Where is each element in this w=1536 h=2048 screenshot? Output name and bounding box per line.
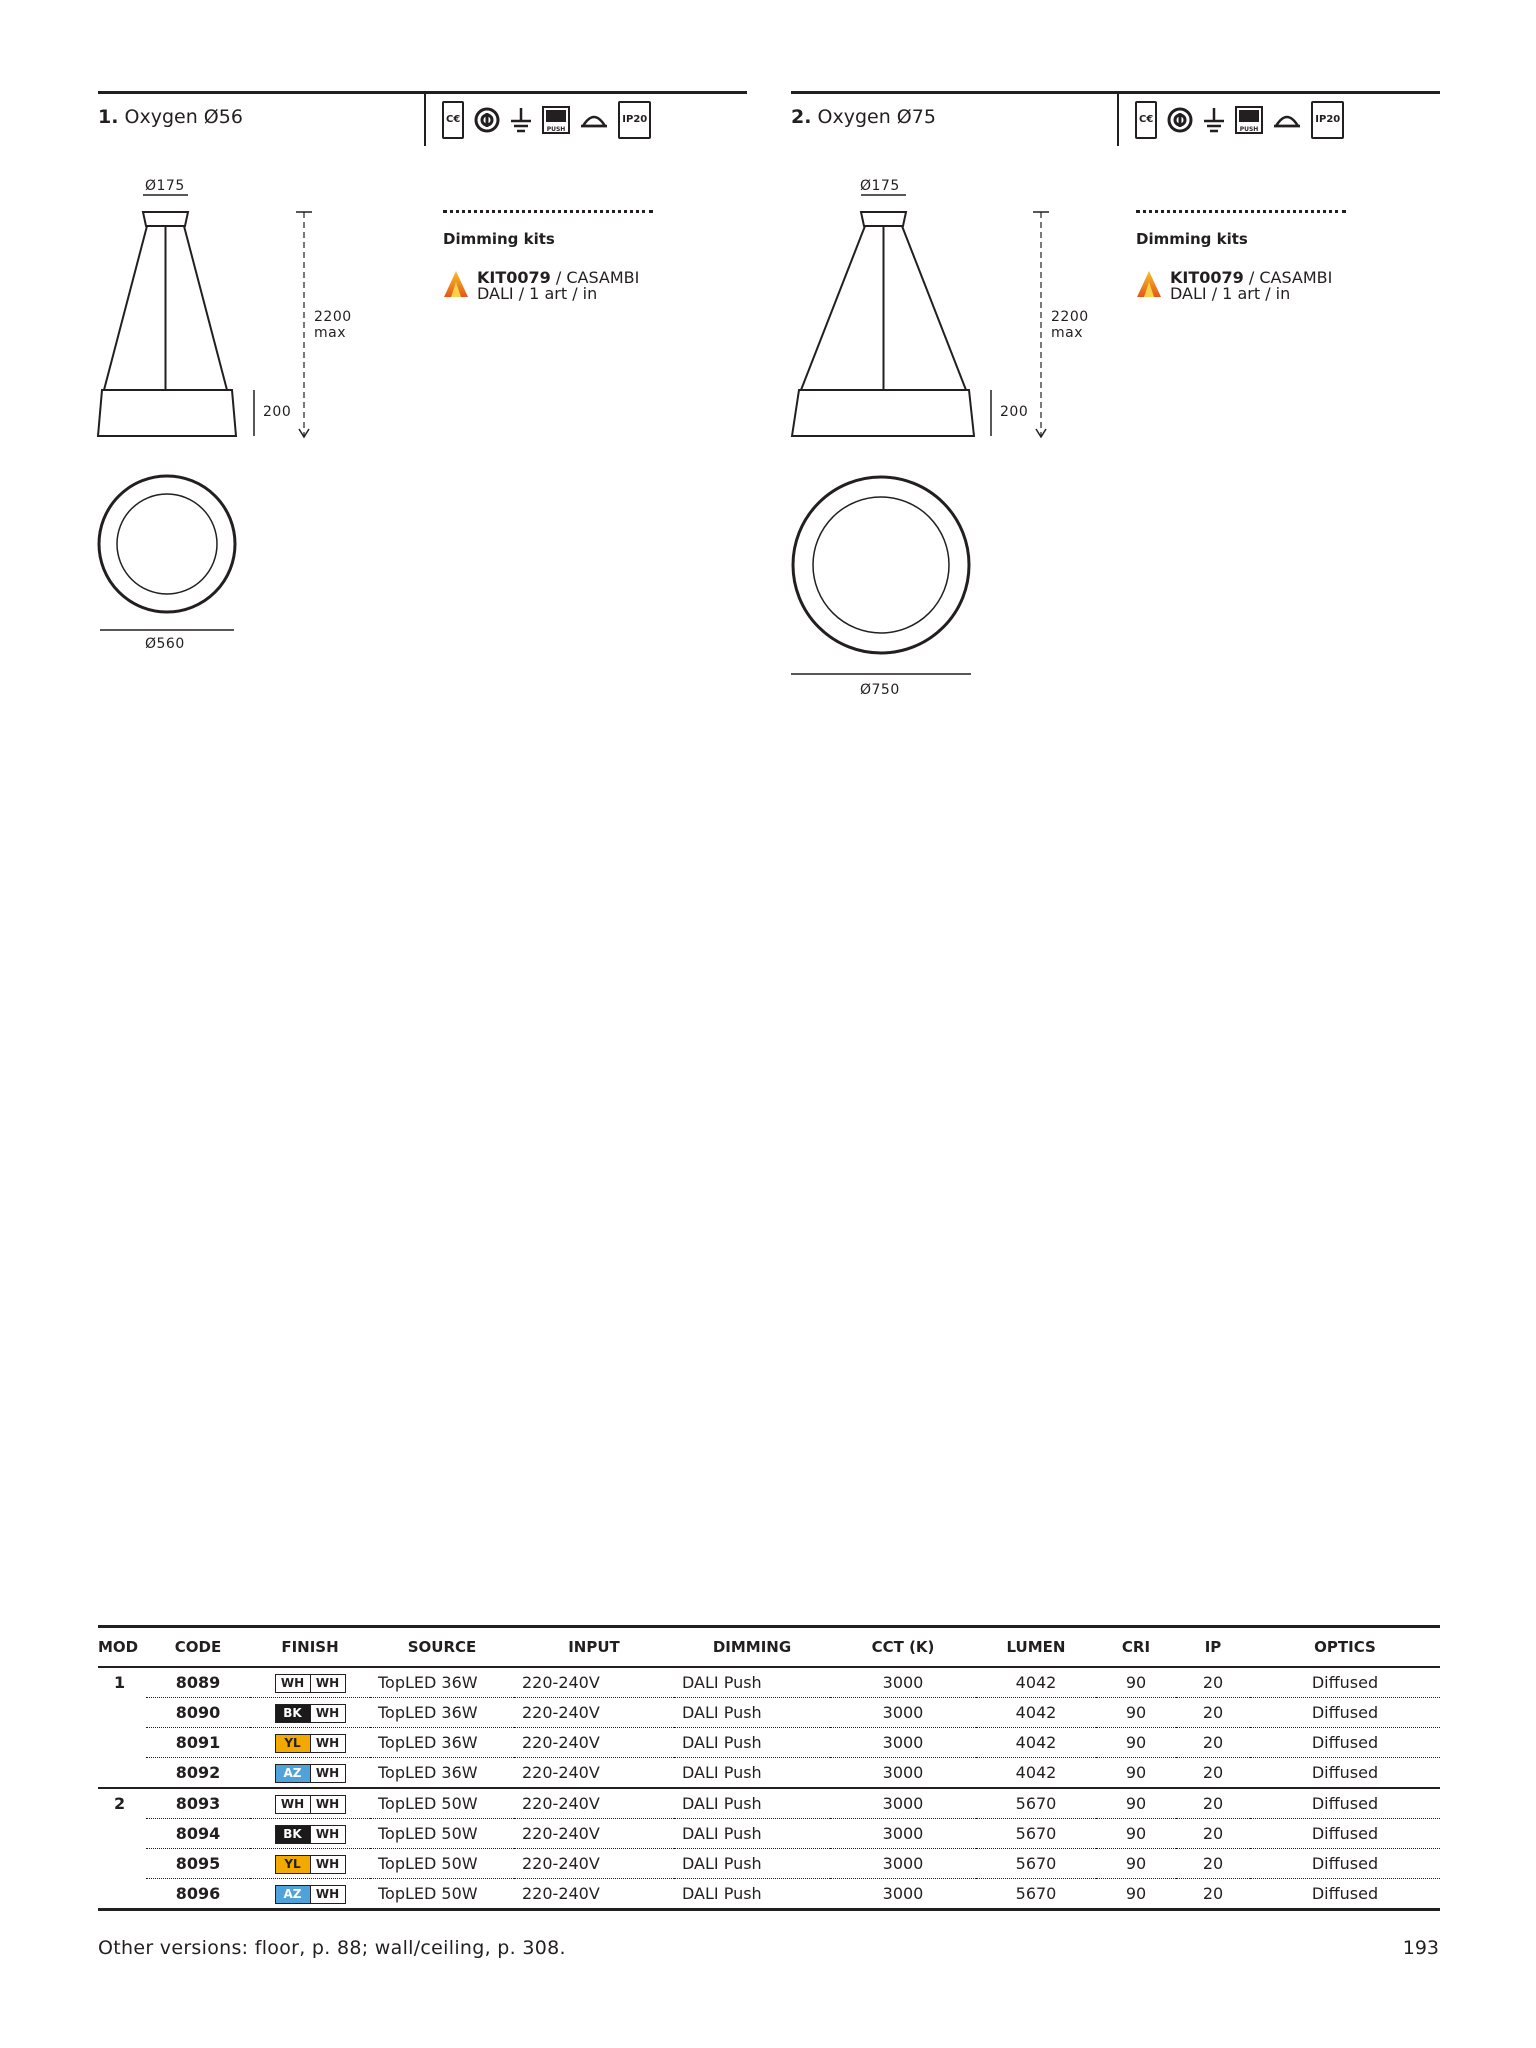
cell-lumen: 5670 [976, 1819, 1096, 1849]
table-row [98, 1667, 1440, 1698]
cell-cri: 90 [1125, 1884, 1147, 1903]
cell-cri: 90 [1096, 1788, 1176, 1819]
finish-color-finish1: WH [276, 1675, 310, 1692]
cell-ip: 20 [1176, 1667, 1250, 1698]
finish-color-finish1: YL [276, 1735, 310, 1752]
ip20-icon: IP20 [1311, 101, 1344, 139]
cell-ip: 20 [1176, 1849, 1250, 1879]
dim-top-diameter: Ø175 [145, 178, 185, 194]
kit-code: KIT0079 [477, 268, 551, 287]
dimming-kits-1 [443, 210, 653, 302]
table-row [98, 1849, 1440, 1879]
product-title-2 [791, 106, 936, 128]
cell-dimming: DALI Push [682, 1884, 762, 1903]
cell-finish [250, 1788, 370, 1819]
kit-brand: / CASAMBI [550, 268, 640, 287]
cell-mod [98, 1819, 146, 1849]
cell-mod [98, 1758, 146, 1789]
dim-height-max-unit: max [1051, 325, 1084, 341]
cell-input: 220-240V [514, 1819, 674, 1849]
svg-text:PUSH: PUSH [1239, 126, 1259, 133]
cell-cct: 3000 [830, 1819, 976, 1849]
kit-item [1136, 270, 1346, 302]
finish-color-finish2: WH [310, 1705, 345, 1722]
table-row [98, 1758, 1440, 1789]
cell-dimming: DALI Push [674, 1698, 830, 1728]
cell-dimming: DALI Push [674, 1849, 830, 1879]
page-number: 193 [1402, 1937, 1439, 1959]
cell-source: TopLED 50W [370, 1788, 514, 1819]
cell-mod: 1 [114, 1673, 126, 1693]
col-header-optics: OPTICS [1250, 1627, 1440, 1668]
cell-cct: 3000 [830, 1788, 976, 1819]
luminaire-mounting-icon [1273, 107, 1301, 133]
cell-mod [98, 1849, 146, 1879]
col-header-cct: CCT (K) [830, 1627, 976, 1668]
dimming-kits-title: Dimming kits [443, 230, 555, 248]
finish-swatch [275, 1825, 346, 1844]
product-number: 1. [98, 106, 119, 128]
cell-cct: 3000 [830, 1667, 976, 1698]
cell-cct: 3000 [830, 1698, 976, 1728]
cell-cct: 3000 [830, 1849, 976, 1879]
cell-code: 8090 [146, 1698, 250, 1728]
col-header-cri: CRI [1096, 1627, 1176, 1668]
finish-color-finish1: WH [276, 1796, 310, 1813]
finish-color-finish1: BK [276, 1826, 310, 1843]
finish-color-finish1: AZ [276, 1765, 310, 1782]
cell-code: 8091 [146, 1728, 250, 1758]
finish-color-finish2: WH [310, 1765, 345, 1782]
finish-color-finish1: AZ [276, 1886, 310, 1903]
table-row [98, 1788, 1440, 1819]
kit-code: KIT0079 [1170, 268, 1244, 287]
kit-description: DALI / 1 art / in [477, 284, 598, 303]
dim-height-max: 2200 [314, 309, 352, 325]
cell-lumen: 4042 [976, 1758, 1096, 1789]
cell-ip: 20 [1176, 1728, 1250, 1758]
finish-color-finish2: WH [310, 1856, 345, 1873]
cell-source: TopLED 50W [370, 1819, 514, 1849]
dimming-kits-title: Dimming kits [1136, 230, 1248, 248]
cell-finish [250, 1728, 370, 1758]
cell-ip: 20 [1176, 1819, 1250, 1849]
cell-code: 8094 [146, 1819, 250, 1849]
table-header-row [98, 1627, 1440, 1668]
cell-dimming: DALI Push [674, 1788, 830, 1819]
finish-swatch [275, 1764, 346, 1783]
cell-code: 8093 [146, 1788, 250, 1819]
cell-cct: 3000 [882, 1884, 924, 1903]
cell-cri: 90 [1096, 1698, 1176, 1728]
cell-ip: 20 [1176, 1788, 1250, 1819]
cell-source: TopLED 36W [370, 1698, 514, 1728]
product-name: Oxygen Ø56 [124, 106, 243, 128]
cell-mod [98, 1698, 146, 1728]
cell-mod: 2 [114, 1794, 126, 1814]
product-drawing-1 [96, 170, 426, 670]
finish-swatch [275, 1855, 346, 1874]
product-title-1 [98, 106, 243, 128]
cell-code: 8092 [146, 1758, 250, 1789]
cell-source: TopLED 50W [370, 1849, 514, 1879]
col-header-lumen: LUMEN [976, 1627, 1096, 1668]
finish-color-finish2: WH [310, 1675, 345, 1692]
cell-source: TopLED 36W [370, 1728, 514, 1758]
cell-optics: Diffused [1250, 1758, 1440, 1789]
cell-lumen: 5670 [1015, 1884, 1057, 1903]
dimming-kits-2 [1136, 210, 1346, 302]
cell-finish [250, 1819, 370, 1849]
cell-input: 220-240V [514, 1758, 674, 1789]
cell-code: 8096 [175, 1884, 221, 1903]
dim-diameter: Ø750 [860, 682, 900, 698]
finish-color-finish1: BK [276, 1705, 310, 1722]
table-row [98, 1879, 1440, 1910]
cell-lumen: 4042 [976, 1667, 1096, 1698]
col-header-ip: IP [1176, 1627, 1250, 1668]
cell-finish [250, 1758, 370, 1789]
cell-dimming: DALI Push [674, 1667, 830, 1698]
earth-ground-icon [1203, 107, 1225, 133]
product-header-1 [98, 91, 747, 146]
cell-mod [98, 1728, 146, 1758]
cell-code: 8095 [146, 1849, 250, 1879]
finish-swatch [275, 1885, 346, 1904]
finish-color-finish1: YL [276, 1856, 310, 1873]
finish-color-finish2: WH [310, 1735, 345, 1752]
product-name: Oxygen Ø75 [817, 106, 936, 128]
luminaire-mounting-icon [580, 107, 608, 133]
dim-top-diameter: Ø175 [860, 178, 900, 194]
dim-shade-height: 200 [1000, 404, 1029, 420]
kit-brand: / CASAMBI [1243, 268, 1333, 287]
cell-ip: 20 [1202, 1884, 1224, 1903]
cell-ip: 20 [1176, 1698, 1250, 1728]
earth-ground-icon [510, 107, 532, 133]
class-ii-icon [474, 107, 500, 133]
cell-lumen: 4042 [976, 1698, 1096, 1728]
cell-ip: 20 [1176, 1758, 1250, 1789]
kit-item [443, 270, 653, 302]
cell-finish [250, 1698, 370, 1728]
cell-mod [98, 1879, 146, 1910]
col-header-input: INPUT [514, 1627, 674, 1668]
footer-note: Other versions: floor, p. 88; wall/ceiling, p. 308. [98, 1937, 566, 1959]
dali-push-icon [1235, 107, 1263, 133]
cell-optics: Diffused [1250, 1728, 1440, 1758]
dim-shade-height: 200 [263, 404, 292, 420]
class-ii-icon [1167, 107, 1193, 133]
cell-source: TopLED 50W [378, 1884, 478, 1903]
cell-optics: Diffused [1250, 1698, 1440, 1728]
col-header-source: SOURCE [370, 1627, 514, 1668]
cell-dimming: DALI Push [674, 1758, 830, 1789]
table-row [98, 1698, 1440, 1728]
cell-dimming: DALI Push [674, 1819, 830, 1849]
kit-description: DALI / 1 art / in [1170, 284, 1291, 303]
finish-swatch [275, 1674, 346, 1693]
cell-cct: 3000 [830, 1758, 976, 1789]
cell-source: TopLED 36W [370, 1758, 514, 1789]
table-body [98, 1667, 1440, 1910]
cell-cri: 90 [1096, 1849, 1176, 1879]
dotted-divider [1136, 210, 1346, 213]
product-number: 2. [791, 106, 812, 128]
cell-optics: Diffused [1250, 1819, 1440, 1849]
col-header-finish: FINISH [250, 1627, 370, 1668]
finish-swatch [275, 1734, 346, 1753]
cell-input: 220-240V [514, 1728, 674, 1758]
finish-swatch [275, 1704, 346, 1723]
product-drawing-2 [789, 170, 1119, 710]
cell-input: 220-240V [514, 1788, 674, 1819]
specifications-table [98, 1625, 1440, 1911]
cell-cri: 90 [1096, 1728, 1176, 1758]
cell-cri: 90 [1096, 1758, 1176, 1789]
cell-input: 220-240V [514, 1667, 674, 1698]
casambi-flame-icon [1136, 270, 1162, 298]
cell-dimming: DALI Push [674, 1728, 830, 1758]
cell-cri: 90 [1096, 1667, 1176, 1698]
cell-finish [250, 1879, 370, 1910]
cell-finish [250, 1667, 370, 1698]
ip20-icon: IP20 [618, 101, 651, 139]
finish-color-finish2: WH [310, 1826, 345, 1843]
cell-lumen: 5670 [976, 1788, 1096, 1819]
dali-push-icon [542, 107, 570, 133]
cell-optics: Diffused [1250, 1667, 1440, 1698]
certification-icons [1117, 94, 1344, 146]
cell-input: 220-240V [514, 1698, 674, 1728]
certification-icons [424, 94, 651, 146]
cell-cct: 3000 [830, 1728, 976, 1758]
ce-mark-icon: C€ [1135, 101, 1157, 139]
cell-optics: Diffused [1250, 1788, 1440, 1819]
casambi-flame-icon [443, 270, 469, 298]
svg-text:PUSH: PUSH [546, 126, 566, 133]
cell-code: 8089 [146, 1667, 250, 1698]
cell-lumen: 4042 [976, 1728, 1096, 1758]
cell-input: 220-240V [522, 1884, 600, 1903]
col-header-code: CODE [146, 1627, 250, 1668]
cell-input: 220-240V [514, 1849, 674, 1879]
cell-optics: Diffused [1250, 1849, 1440, 1879]
cell-optics: Diffused [1311, 1884, 1379, 1903]
cell-source: TopLED 36W [370, 1667, 514, 1698]
cell-lumen: 5670 [976, 1849, 1096, 1879]
col-header-mod: MOD [98, 1627, 146, 1668]
dim-diameter: Ø560 [145, 636, 185, 652]
finish-swatch [275, 1795, 346, 1814]
finish-color-finish2: WH [310, 1886, 345, 1903]
dim-height-max-unit: max [314, 325, 347, 341]
dim-height-max: 2200 [1051, 309, 1089, 325]
cell-finish [250, 1849, 370, 1879]
table-row [98, 1728, 1440, 1758]
ce-mark-icon: C€ [442, 101, 464, 139]
cell-cri: 90 [1096, 1819, 1176, 1849]
product-header-2 [791, 91, 1440, 146]
col-header-dimming: DIMMING [674, 1627, 830, 1668]
finish-color-finish2: WH [310, 1796, 345, 1813]
table-row [98, 1819, 1440, 1849]
dotted-divider [443, 210, 653, 213]
